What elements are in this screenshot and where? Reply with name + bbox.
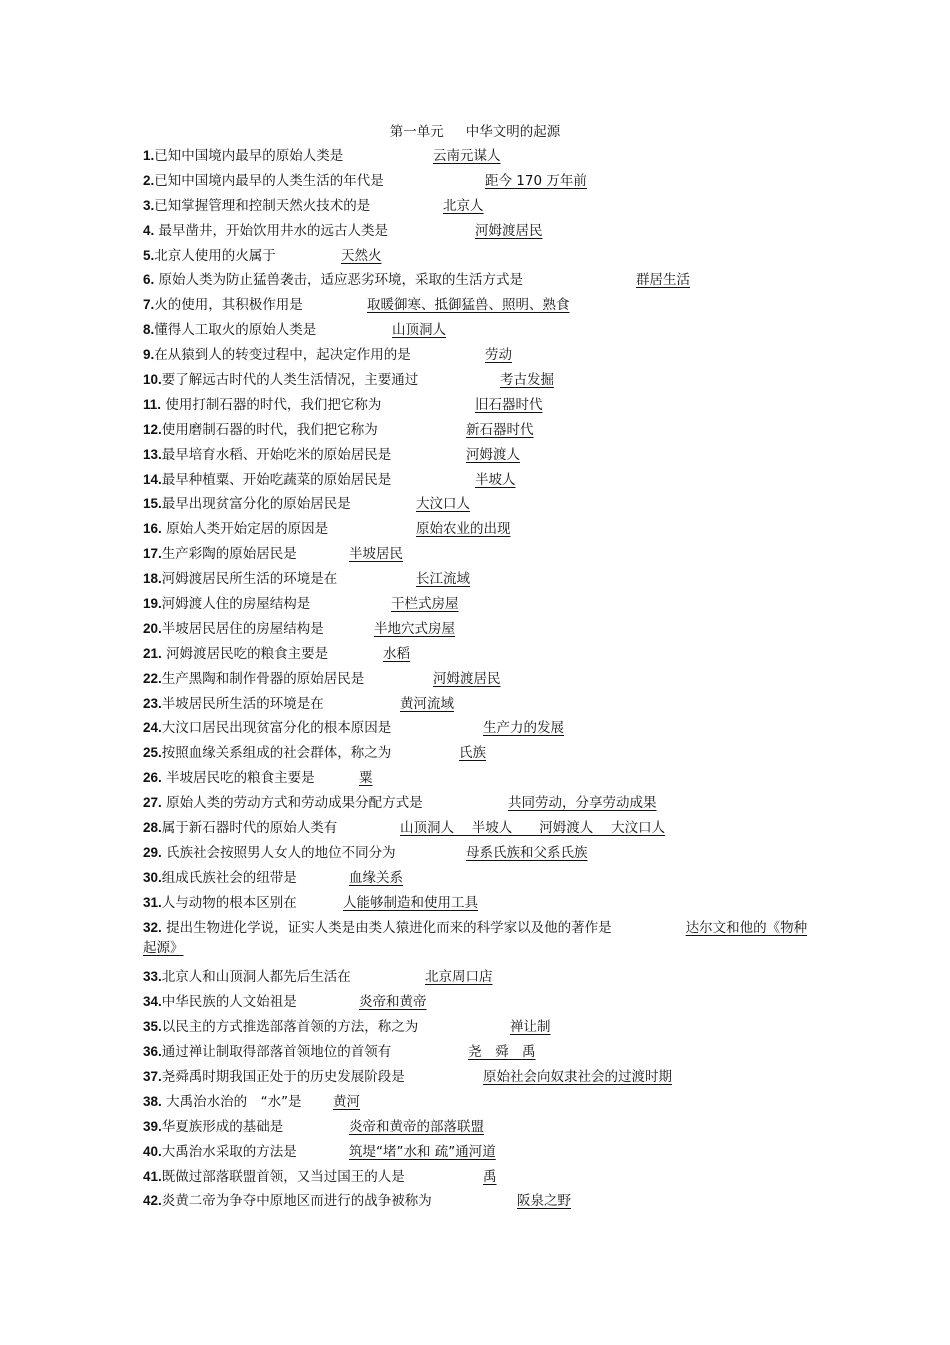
- question-item: [143, 569, 813, 594]
- question-text: 生产彩陶的原始居民是: [161, 546, 297, 563]
- question-item: [143, 544, 813, 569]
- question-text: 以民主的方式推选部落首领的方法，称之为: [161, 1019, 419, 1036]
- question-item: [143, 146, 813, 171]
- question-text: 按照血缘关系组成的社会群体，称之为: [161, 745, 392, 762]
- question-text: 北京人和山顶洞人都先后生活在: [161, 969, 351, 986]
- question-text: 要了解远古时代的人类生活情况，主要通过: [161, 372, 419, 389]
- answer-text: 生产力的发展: [483, 720, 564, 737]
- question-number: 38.: [143, 1093, 162, 1109]
- question-text: 最早出现贫富分化的原始居民是: [161, 496, 351, 513]
- question-number: 35.: [143, 1019, 162, 1035]
- question-text: 通过禅让制取得部落首领地位的首领有: [161, 1044, 392, 1061]
- question-item: [143, 644, 813, 669]
- question-text: 最早培育水稻、开始吃米的原始居民是: [161, 446, 392, 463]
- answer-text: 干栏式房屋: [391, 596, 459, 613]
- question-item: [143, 818, 813, 843]
- question-item: [143, 1167, 813, 1192]
- question-item: [143, 768, 813, 793]
- question-text: 半坡居民居住的房屋结构是: [161, 620, 324, 637]
- question-item: [143, 743, 813, 768]
- question-text: 北京人使用的火属于: [154, 247, 276, 264]
- question-item: [143, 270, 813, 295]
- question-number: 42.: [143, 1193, 162, 1209]
- question-text: 原始人类的劳动方式和劳动成果分配方式是: [161, 795, 423, 812]
- answer-text: 共同劳动，分享劳动成果: [508, 795, 657, 812]
- question-text: 火的使用，其积极作用是: [154, 297, 303, 314]
- question-number: 18.: [143, 571, 162, 587]
- answer-text: 氏族: [459, 745, 486, 762]
- question-item: [143, 594, 813, 619]
- answer-text: 距今 170 万年前: [485, 172, 587, 189]
- question-number: 39.: [143, 1118, 162, 1134]
- question-item: [143, 445, 813, 470]
- question-item: [143, 1191, 813, 1216]
- question-text: 华夏族形成的基础是: [161, 1118, 284, 1135]
- question-text: 既做过部落联盟首领，又当过国王的人是: [161, 1168, 405, 1185]
- question-number: 37.: [143, 1068, 162, 1084]
- question-item: [143, 1092, 813, 1117]
- question-number: 26.: [143, 770, 162, 786]
- answer-text: 河姆渡居民: [433, 670, 501, 687]
- answer-text: 原始社会向奴隶社会的过渡时期: [483, 1068, 672, 1085]
- question-text: 属于新石器时代的原始人类有: [161, 820, 338, 837]
- answer-text: 尧 舜 禹: [468, 1044, 536, 1061]
- question-number: 40.: [143, 1143, 162, 1159]
- question-number: 4.: [143, 222, 155, 238]
- question-text: 生产黑陶和制作骨器的原始居民是: [161, 670, 365, 687]
- answer-text: 半坡居民: [349, 546, 403, 563]
- question-number: 15.: [143, 496, 162, 512]
- question-text: 已知中国境内最早的人类生活的年代是: [154, 172, 384, 189]
- question-item: [143, 967, 813, 992]
- question-number: 25.: [143, 745, 162, 761]
- question-item: [143, 694, 813, 719]
- question-item: [143, 1042, 813, 1067]
- question-item: [143, 992, 813, 1017]
- question-number: 10.: [143, 372, 162, 388]
- question-text: 已知掌握管理和控制天然火技术的是: [154, 197, 371, 214]
- question-text: 人与动物的根本区别在: [161, 894, 297, 911]
- question-number: 24.: [143, 720, 162, 736]
- question-text: 尧舜禹时期我国正处于的历史发展阶段是: [161, 1068, 405, 1085]
- answer-text: 人能够制造和使用工具: [343, 894, 478, 911]
- answer-text: 山顶洞人: [392, 322, 446, 339]
- question-number: 21.: [143, 645, 162, 661]
- question-number: 36.: [143, 1044, 162, 1060]
- answer-text: 血缘关系: [349, 869, 403, 886]
- question-item: [143, 1017, 813, 1042]
- question-item: [143, 470, 813, 495]
- question-text: 组成氏族社会的纽带是: [161, 869, 297, 886]
- question-number: 2.: [143, 172, 155, 188]
- answer-text: 阪泉之野: [517, 1193, 571, 1210]
- answer-text: 筑堤“堵”水和 疏”通河道: [349, 1143, 496, 1160]
- answer-text: 北京人: [443, 197, 484, 214]
- answer-text: 山顶洞人 半坡人 河姆渡人 大汶口人: [400, 820, 666, 837]
- question-text: 河姆渡居民吃的粮食主要是: [161, 645, 329, 662]
- question-number: 11.: [143, 396, 162, 412]
- unit-label: 第一单元: [389, 124, 444, 140]
- question-number: 33.: [143, 969, 162, 985]
- answer-text: 母系氏族和父系氏族: [466, 844, 588, 861]
- answer-text: 原始农业的出现: [416, 521, 511, 538]
- question-text: 炎黄二帝为争夺中原地区而进行的战争被称为: [161, 1193, 432, 1210]
- answer-text: 炎帝和黄帝: [359, 994, 427, 1011]
- question-number: 7.: [143, 297, 155, 313]
- question-number: 17.: [143, 546, 162, 562]
- question-item: [143, 918, 813, 968]
- question-item: [143, 395, 813, 420]
- question-number: 28.: [143, 820, 162, 836]
- question-number: 34.: [143, 994, 162, 1010]
- question-text: 河姆渡居民所生活的环境是在: [161, 571, 338, 588]
- question-text: 最早种植粟、开始吃蔬菜的原始居民是: [161, 471, 392, 488]
- answer-text: 旧石器时代: [475, 396, 543, 413]
- question-item: [143, 893, 813, 918]
- question-text: 在从猿到人的转变过程中，起决定作用的是: [154, 347, 411, 364]
- answer-text: 河姆渡居民: [475, 222, 543, 239]
- question-item: [143, 246, 813, 271]
- question-item: [143, 320, 813, 345]
- answer-text: 新石器时代: [466, 421, 534, 438]
- question-text: 中华民族的人文始祖是: [161, 994, 297, 1011]
- question-number: 27.: [143, 795, 162, 811]
- answer-text: 大汶口人: [416, 496, 470, 513]
- answer-text: 北京周口店: [425, 969, 493, 986]
- question-item: [143, 171, 813, 196]
- question-text: 半坡居民吃的粮食主要是: [161, 770, 315, 787]
- question-text: 提出生物进化学说，证实人类是由类人猿进化而来的科学家以及他的著作是: [161, 919, 612, 936]
- question-number: 22.: [143, 670, 162, 686]
- answer-text: 劳动: [485, 347, 512, 364]
- question-text: 已知中国境内最早的原始人类是: [154, 148, 344, 164]
- question-item: [143, 295, 813, 320]
- question-number: 12.: [143, 421, 162, 437]
- question-number: 1.: [143, 148, 155, 163]
- question-item: [143, 619, 813, 644]
- answer-text: 半坡人: [475, 471, 516, 488]
- question-number: 19.: [143, 596, 162, 612]
- question-item: [143, 519, 813, 544]
- question-number: 13.: [143, 446, 162, 462]
- question-text: 大汶口居民出现贫富分化的根本原因是: [161, 720, 392, 737]
- question-number: 32.: [143, 919, 162, 935]
- question-text: 大禹治水治的 “水”是: [161, 1093, 302, 1110]
- answer-text: 粟: [359, 770, 373, 787]
- answer-text: 天然火: [341, 247, 382, 264]
- question-number: 3.: [143, 197, 155, 213]
- question-number: 41.: [143, 1168, 162, 1184]
- question-item: [143, 868, 813, 893]
- question-text: 原始人类为防止猛兽袭击，适应恶劣环境，采取的生活方式是: [154, 272, 524, 289]
- question-text: 河姆渡人住的房屋结构是: [161, 596, 311, 613]
- question-item: [143, 370, 813, 395]
- question-number: 6.: [143, 272, 155, 288]
- question-number: 30.: [143, 869, 162, 885]
- page-title: [0, 120, 950, 140]
- unit-topic: 中华文明的起源: [465, 124, 561, 140]
- answer-text: 炎帝和黄帝的部落联盟: [349, 1118, 484, 1135]
- question-item: [143, 494, 813, 519]
- question-list: [143, 146, 813, 1216]
- answer-text: 群居生活: [636, 272, 690, 289]
- question-number: 23.: [143, 695, 162, 711]
- question-number: 20.: [143, 620, 162, 636]
- answer-text: 云南元谋人: [433, 148, 501, 164]
- question-text: 氏族社会按照男人女人的地位不同分为: [161, 844, 396, 861]
- question-item: [143, 1117, 813, 1142]
- question-item: [143, 221, 813, 246]
- question-item: [143, 345, 813, 370]
- question-number: 8.: [143, 322, 155, 338]
- question-item: [143, 1067, 813, 1092]
- answer-text: 长江流域: [416, 571, 470, 588]
- answer-text: 河姆渡人: [466, 446, 520, 463]
- question-text: 大禹治水采取的方法是: [161, 1143, 297, 1160]
- answer-text: 达尔文和他的《物种起源》: [143, 919, 808, 956]
- answer-text: 半地穴式房屋: [374, 620, 455, 637]
- question-item: [143, 793, 813, 818]
- question-item: [143, 669, 813, 694]
- question-text: 半坡居民所生活的环境是在: [161, 695, 324, 712]
- answer-text: 黄河流域: [400, 695, 454, 712]
- question-number: 9.: [143, 347, 155, 363]
- question-number: 29.: [143, 844, 162, 860]
- answer-text: 禹: [483, 1168, 497, 1185]
- answer-text: 水稻: [383, 645, 410, 662]
- question-number: 31.: [143, 894, 162, 910]
- question-text: 使用打制石器的时代，我们把它称为: [161, 396, 382, 413]
- answer-text: 取暖御寒、抵御猛兽、照明、熟食: [367, 297, 570, 314]
- question-text: 最早凿井，开始饮用井水的远古人类是: [154, 222, 389, 239]
- answer-text: 黄河: [333, 1093, 360, 1110]
- question-text: 原始人类开始定居的原因是: [161, 521, 329, 538]
- question-text: 使用磨制石器的时代，我们把它称为: [161, 421, 378, 438]
- question-number: 5.: [143, 247, 155, 263]
- question-text: 懂得人工取火的原始人类是: [154, 322, 317, 339]
- answer-text: 考古发掘: [500, 372, 554, 389]
- answer-text: 禅让制: [510, 1019, 551, 1036]
- question-item: [143, 1142, 813, 1167]
- question-item: [143, 196, 813, 221]
- question-number: 14.: [143, 471, 162, 487]
- question-number: 16.: [143, 521, 162, 537]
- question-item: [143, 843, 813, 868]
- question-item: [143, 420, 813, 445]
- question-item: [143, 718, 813, 743]
